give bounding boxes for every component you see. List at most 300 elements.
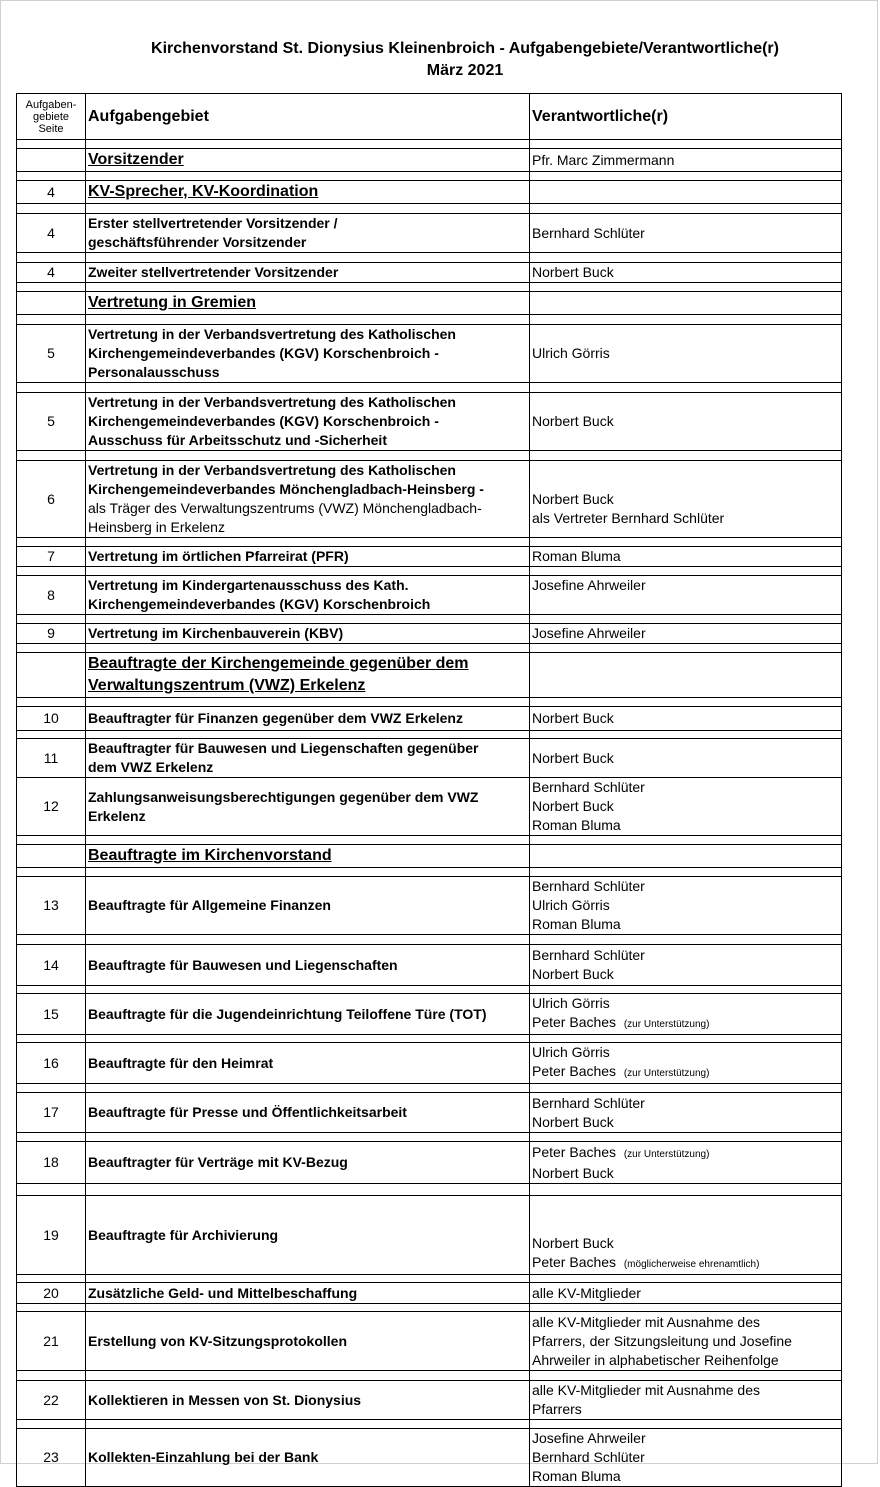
section-row (17, 149, 842, 172)
responsible-person (532, 1143, 839, 1164)
responsible-name: Roman Bluma (532, 548, 621, 564)
spacer-cell (17, 1275, 86, 1283)
page-number-cell: 22 (17, 1381, 86, 1420)
task-line: dem VWZ Erkelenz (88, 759, 214, 775)
responsible-person (532, 778, 839, 797)
responsible-person (532, 946, 839, 965)
responsible-person (532, 1253, 839, 1274)
responsible-name: Ulrich Görris (532, 345, 610, 361)
header-task-cell: Aufgabengebiet (86, 94, 530, 140)
page-number-cell: 4 (17, 263, 86, 283)
task-cell (86, 393, 530, 451)
page-number-cell: 19 (17, 1196, 86, 1275)
spacer-cell (86, 451, 530, 461)
spacer-cell (86, 1275, 530, 1283)
section-title-cell (86, 181, 530, 204)
responsible-name: Bernhard Schlüter (532, 878, 645, 894)
responsible-cell (530, 845, 842, 868)
section-title-line: Beauftragte der Kirchengemeinde gegenüber dem (88, 655, 469, 672)
responsible-person (532, 509, 839, 528)
responsible-cell (530, 263, 842, 283)
spacer-cell (530, 140, 842, 149)
spacer-row (17, 451, 842, 461)
page-number-cell (17, 653, 86, 698)
task-line: Erstellung von KV-Sitzungsprotokollen (88, 1332, 348, 1349)
spacer-cell (17, 935, 86, 945)
page-number-cell: 23 (17, 1429, 86, 1487)
page-number-cell: 5 (17, 325, 86, 383)
responsible-name: Josefine Ahrweiler (532, 1430, 646, 1446)
spacer-cell (86, 698, 530, 707)
responsible-name: Bernhard Schlüter (532, 947, 645, 963)
task-line: Zahlungsanweisungsberechtigungen gegenüber dem VWZ (88, 788, 479, 805)
responsible-person (532, 263, 839, 282)
responsible-name: Bernhard Schlüter (532, 1449, 645, 1465)
table-row (17, 393, 842, 451)
responsible-name: alle KV-Mitglieder mit Ausnahme des (532, 1313, 760, 1330)
responsible-name: Josefine Ahrweiler (532, 577, 646, 593)
page-number-cell: 13 (17, 877, 86, 935)
responsible-cell (530, 1429, 842, 1487)
spacer-row (17, 836, 842, 845)
section-row (17, 653, 842, 698)
spacer-row (17, 1035, 842, 1043)
section-title-line: KV-Sprecher, KV-Koordination (88, 183, 319, 200)
spacer-cell (17, 1371, 86, 1381)
table-row (17, 994, 842, 1035)
spacer-row (17, 315, 842, 325)
spacer-cell (17, 868, 86, 877)
page-number-cell: 21 (17, 1312, 86, 1371)
responsible-name: Ahrweiler in alphabetischer Reihenfolge (532, 1351, 779, 1368)
spacer-cell (86, 283, 530, 292)
responsible-name: Norbert Buck (532, 413, 614, 429)
responsible-name: Bernhard Schlüter (532, 1094, 645, 1111)
spacer-cell (530, 1275, 842, 1283)
spacer-cell (86, 836, 530, 845)
responsible-person (532, 915, 839, 934)
task-cell (86, 1312, 530, 1371)
page-number-cell: 18 (17, 1142, 86, 1184)
spacer-cell (86, 253, 530, 263)
responsible-cell (530, 393, 842, 451)
responsible-person (532, 965, 839, 984)
task-line: Beauftragte für die Jugendeinrichtung Teiloffene Türe (TOT) (88, 1005, 487, 1022)
task-line: Beauftragte für den Heimrat (88, 1054, 274, 1071)
table-row (17, 945, 842, 986)
page-number-cell: 14 (17, 945, 86, 986)
task-line: Erster stellvertretender Vorsitzender / (88, 215, 338, 231)
task-line: Beauftragter für Bauwesen und Liegenschaften gegenüber (88, 740, 479, 756)
task-line: Zusätzliche Geld- und Mittelbeschaffung (88, 1284, 358, 1301)
responsible-person (532, 797, 839, 816)
responsible-cell (530, 1312, 842, 1371)
responsible-cell (530, 214, 842, 253)
responsible-name: alle KV-Mitglieder (532, 1284, 641, 1301)
title-line-1: Kirchenvorstand St. Dionysius Kleinenbroich - Aufgabengebiete/Verantwortliche(r) (151, 40, 779, 57)
spacer-cell (86, 644, 530, 653)
spacer-row (17, 1420, 842, 1429)
spacer-row (17, 1371, 842, 1381)
responsible-note: (zur Unterstützung) (623, 1019, 710, 1030)
responsible-name: Peter Baches (532, 1254, 617, 1270)
table-row (17, 707, 842, 731)
responsible-person (532, 816, 839, 835)
table-row (17, 576, 842, 615)
spacer-cell (17, 451, 86, 461)
responsible-person (532, 151, 839, 170)
responsible-name: Peter Baches (532, 1014, 617, 1030)
section-row (17, 292, 842, 315)
spacer-cell (530, 253, 842, 263)
table-row (17, 1283, 842, 1304)
spacer-row (17, 383, 842, 393)
task-cell (86, 994, 530, 1035)
responsible-cell (530, 461, 842, 538)
spacer-cell (86, 1184, 530, 1196)
header-page-line: gebiete (32, 110, 70, 123)
task-line: Zweiter stellvertretender Vorsitzender (88, 264, 339, 280)
responsible-name: Norbert Buck (532, 1164, 614, 1181)
page-number-cell (17, 292, 86, 315)
section-row (17, 181, 842, 204)
task-line: Vertretung im Kirchenbauverein (KBV) (88, 625, 344, 641)
responsible-cell (530, 149, 842, 172)
responsible-cell (530, 624, 842, 644)
task-cell (86, 739, 530, 778)
header-page-cell (17, 94, 86, 140)
responsible-name: Norbert Buck (532, 490, 614, 507)
page-number-cell: 5 (17, 393, 86, 451)
responsible-cell (530, 325, 842, 383)
task-line: Beauftragte für Presse und Öffentlichkeitsarbeit (88, 1104, 407, 1120)
responsible-name: Roman Bluma (532, 817, 621, 833)
task-cell (86, 461, 530, 538)
responsible-person (532, 896, 839, 915)
responsible-cell (530, 739, 842, 778)
page-number-cell: 4 (17, 181, 86, 204)
document-title (90, 38, 840, 82)
page-number-cell: 15 (17, 994, 86, 1035)
task-line: Vertretung in der Verbandsvertretung des Katholischen (88, 326, 456, 342)
task-line: Beauftragte für Allgemeine Finanzen (88, 897, 331, 913)
responsible-person (532, 1332, 839, 1351)
responsible-name: Pfr. Marc Zimmermann (532, 151, 675, 168)
task-note-line: als Träger des Verwaltungszentrums (VWZ) Mönchengladbach- (88, 500, 482, 516)
table-row (17, 1142, 842, 1184)
task-line: Personalausschuss (88, 364, 220, 380)
spacer-cell (530, 567, 842, 576)
spacer-cell (530, 1184, 842, 1196)
responsible-name: Ulrich Görris (532, 1044, 610, 1060)
responsible-person (532, 547, 839, 566)
responsible-name: Norbert Buck (532, 749, 614, 766)
responsible-cell (530, 1142, 842, 1184)
responsible-person (532, 877, 839, 896)
responsible-person (532, 1013, 839, 1034)
spacer-row (17, 868, 842, 877)
spacer-cell (17, 1420, 86, 1429)
spacer-cell (530, 615, 842, 624)
responsible-name: Bernhard Schlüter (532, 779, 645, 795)
spacer-cell (530, 283, 842, 292)
responsible-name: Ulrich Görris (532, 897, 610, 913)
section-title-cell (86, 149, 530, 172)
spacer-cell (86, 935, 530, 945)
responsible-person (532, 344, 839, 363)
spacer-cell (86, 868, 530, 877)
table-row (17, 461, 842, 538)
spacer-row (17, 644, 842, 653)
task-line: Kollekten-Einzahlung bei der Bank (88, 1449, 319, 1465)
page-number-cell (17, 845, 86, 868)
spacer-cell (530, 172, 842, 181)
spacer-cell (530, 1304, 842, 1312)
spacer-cell (17, 383, 86, 393)
responsible-note: (möglicherweise ehrenamtlich) (623, 1259, 760, 1270)
responsible-cell (530, 547, 842, 567)
task-line: Kirchengemeindeverbandes (KGV) Korschenbroich - (88, 345, 439, 361)
spacer-cell (530, 698, 842, 707)
responsible-note: (zur Unterstützung) (623, 1068, 710, 1079)
spacer-cell (17, 698, 86, 707)
responsible-person (532, 1113, 839, 1132)
page-number-cell: 4 (17, 214, 86, 253)
responsible-person (532, 1313, 839, 1332)
page-number-cell: 11 (17, 739, 86, 778)
spacer-cell (86, 383, 530, 393)
task-line: Kirchengemeindeverbandes (KGV) Korschenbroich - (88, 413, 439, 429)
spacer-row (17, 567, 842, 576)
spacer-cell (86, 986, 530, 994)
spacer-cell (530, 383, 842, 393)
task-note-line: Heinsberg in Erkelenz (88, 519, 225, 535)
task-cell (86, 1429, 530, 1487)
spacer-cell (17, 836, 86, 845)
spacer-cell (17, 1133, 86, 1142)
responsible-cell (530, 994, 842, 1035)
spacer-cell (86, 172, 530, 181)
section-title-line: Verwaltungszentrum (VWZ) Erkelenz (88, 677, 366, 694)
responsible-name: Pfarrers, der Sitzungsleitung und Josefine (532, 1332, 792, 1349)
responsible-cell (530, 1381, 842, 1420)
section-title-line: Vorsitzender (88, 151, 184, 168)
spacer-cell (17, 1035, 86, 1043)
spacer-cell (530, 644, 842, 653)
spacer-cell (530, 935, 842, 945)
page-number-cell: 8 (17, 576, 86, 615)
responsible-cell (530, 945, 842, 986)
responsibilities-table (16, 93, 842, 1487)
responsible-name: Roman Bluma (532, 1468, 621, 1484)
spacer-cell (86, 140, 530, 149)
spacer-cell (530, 204, 842, 214)
task-line: Kirchengemeindeverbandes Mönchengladbach-Heinsberg - (88, 481, 484, 497)
responsible-note: (zur Unterstützung) (623, 1148, 710, 1160)
responsible-cell (530, 877, 842, 935)
responsible-person (532, 1164, 839, 1183)
responsible-cell (530, 1283, 842, 1304)
responsible-person (532, 749, 839, 768)
task-cell (86, 1142, 530, 1184)
responsible-person (532, 1351, 839, 1370)
spacer-row (17, 935, 842, 945)
responsible-cell (530, 181, 842, 204)
task-cell (86, 1283, 530, 1304)
section-title-line: Vertretung in Gremien (88, 294, 257, 311)
spacer-cell (17, 615, 86, 624)
table-row (17, 1043, 842, 1084)
responsible-person (532, 1234, 839, 1253)
responsible-name: Peter Baches (532, 1143, 617, 1160)
table-row (17, 214, 842, 253)
task-line: Beauftragter für Finanzen gegenüber dem VWZ Erkelenz (88, 710, 463, 726)
spacer-cell (17, 283, 86, 292)
page-number-cell: 6 (17, 461, 86, 538)
task-line: Vertretung in der Verbandsvertretung des Katholischen (88, 462, 456, 478)
spacer-cell (530, 315, 842, 325)
header-page-line: Aufgaben- (25, 98, 77, 111)
page-number-cell: 7 (17, 547, 86, 567)
task-line: Beauftragte für Bauwesen und Liegenschaften (88, 956, 398, 973)
responsible-cell (530, 1196, 842, 1275)
responsible-person (532, 1467, 839, 1486)
header-row (17, 94, 842, 140)
responsible-person (532, 490, 839, 509)
responsible-name: Norbert Buck (532, 1113, 614, 1130)
responsible-person (532, 624, 839, 643)
spacer-cell (17, 538, 86, 547)
spacer-cell (86, 315, 530, 325)
spacer-cell (86, 1371, 530, 1381)
spacer-cell (86, 567, 530, 576)
responsible-name: Norbert Buck (532, 1235, 614, 1251)
responsible-person (532, 994, 839, 1013)
responsible-person (532, 1429, 839, 1448)
spacer-row (17, 1304, 842, 1312)
table-row (17, 624, 842, 644)
spacer-cell (17, 315, 86, 325)
task-cell (86, 945, 530, 986)
spacer-cell (530, 836, 842, 845)
task-line: Beauftragte für Archivierung (88, 1226, 279, 1243)
table-row (17, 1093, 842, 1133)
task-cell (86, 1381, 530, 1420)
responsible-name: Norbert Buck (532, 798, 614, 814)
spacer-cell (86, 1084, 530, 1093)
table-row (17, 263, 842, 283)
task-line: Kirchengemeindeverbandes (KGV) Korschenbroich (88, 596, 431, 612)
responsible-cell (530, 778, 842, 836)
task-line: Erkelenz (88, 807, 146, 824)
spacer-cell (530, 868, 842, 877)
spacer-row (17, 538, 842, 547)
page-number-cell: 9 (17, 624, 86, 644)
spacer-cell (17, 567, 86, 576)
responsible-name: als Vertreter Bernhard Schlüter (532, 509, 725, 526)
spacer-row (17, 698, 842, 707)
spacer-cell (17, 1084, 86, 1093)
task-cell (86, 877, 530, 935)
spacer-cell (17, 1304, 86, 1312)
table-row (17, 1381, 842, 1420)
spacer-cell (86, 204, 530, 214)
task-line: Vertretung im Kindergartenausschuss des Kath. (88, 577, 409, 593)
spacer-row (17, 172, 842, 181)
responsible-name: Bernhard Schlüter (532, 224, 645, 241)
task-cell (86, 325, 530, 383)
task-cell (86, 707, 530, 731)
responsible-name: Roman Bluma (532, 916, 621, 932)
page-number-cell: 10 (17, 707, 86, 731)
spacer-cell (86, 1133, 530, 1142)
spacer-cell (17, 253, 86, 263)
responsible-person (532, 1400, 839, 1419)
section-title-cell (86, 292, 530, 315)
responsible-name: Ulrich Görris (532, 995, 610, 1011)
section-title-cell (86, 845, 530, 868)
table-row (17, 325, 842, 383)
spacer-cell (17, 140, 86, 149)
table-row (17, 1312, 842, 1371)
responsible-cell (530, 707, 842, 731)
responsible-cell (530, 1043, 842, 1084)
responsible-name: Pfarrers (532, 1401, 582, 1417)
spacer-row (17, 731, 842, 739)
task-line: geschäftsführender Vorsitzender (88, 234, 307, 250)
task-line: Ausschuss für Arbeitsschutz und -Sicherheit (88, 432, 387, 448)
spacer-row (17, 1133, 842, 1142)
title-line-2: März 2021 (426, 62, 504, 79)
spacer-cell (530, 1133, 842, 1142)
spacer-cell (86, 538, 530, 547)
responsible-person (532, 412, 839, 431)
section-title-cell (86, 653, 530, 698)
task-line: Vertretung im örtlichen Pfarreirat (PFR) (88, 548, 349, 564)
responsible-person (532, 709, 839, 728)
task-cell (86, 576, 530, 615)
spacer-cell (530, 1035, 842, 1043)
spacer-cell (86, 1035, 530, 1043)
spacer-cell (530, 451, 842, 461)
responsible-name: alle KV-Mitglieder mit Ausnahme des (532, 1382, 760, 1398)
page-number-cell: 12 (17, 778, 86, 836)
responsible-name: Peter Baches (532, 1063, 617, 1079)
responsible-name: Norbert Buck (532, 966, 614, 982)
spacer-row (17, 140, 842, 149)
section-title-line: Beauftragte im Kirchenvorstand (88, 847, 332, 864)
responsible-person (532, 576, 839, 595)
table-row (17, 877, 842, 935)
spacer-cell (530, 1371, 842, 1381)
task-cell (86, 214, 530, 253)
responsible-cell (530, 576, 842, 615)
responsible-person (532, 1043, 839, 1062)
spacer-row (17, 1084, 842, 1093)
spacer-cell (86, 615, 530, 624)
table-row (17, 1429, 842, 1487)
spacer-cell (86, 1420, 530, 1429)
task-cell (86, 624, 530, 644)
page-number-cell (17, 149, 86, 172)
responsible-name: Norbert Buck (532, 710, 614, 726)
responsible-cell (530, 653, 842, 698)
task-cell (86, 1093, 530, 1133)
spacer-row (17, 615, 842, 624)
page-number-cell: 16 (17, 1043, 86, 1084)
spacer-cell (17, 644, 86, 653)
spacer-row (17, 986, 842, 994)
